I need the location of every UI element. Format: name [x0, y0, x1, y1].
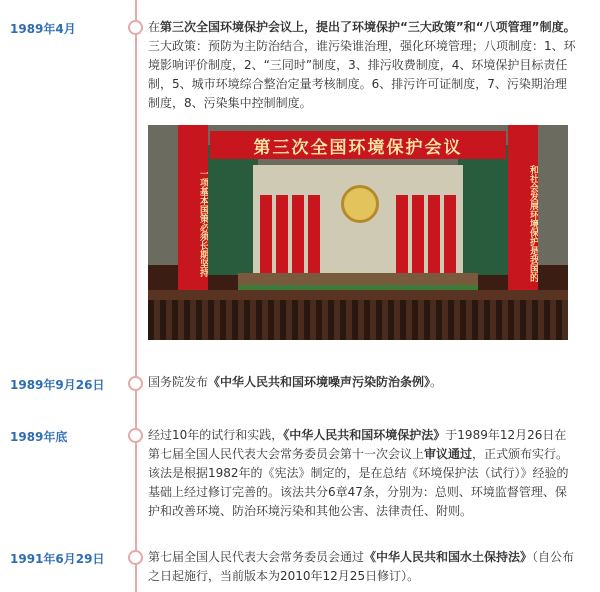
photo-banner-right: 和社会发展环境保护是我国的 [508, 125, 538, 315]
entry-date-1991-june: 1991年6月29日 [10, 552, 105, 566]
entry-text-1989-sep: 国务院发布《中华人民共和国环境噪声污染防治条例》。 [148, 375, 443, 389]
timeline-dot [128, 20, 143, 35]
entry-text-1989-end: 经过10年的试行和实践，《中华人民共和国环境保护法》于1989年12月26日在第七届全国人民代表大会常务委员会第十一次会议上审议通过，正式颁布实行。该法是根据1982年的《宪法》制定的，是在总结《环境保护法（试行）》经验的基础上经过修订完善的。该法共分6章47条，分别为：总则、环境监督管理、保护和改善环境、防治环境污染和其他公害、法律责任、附则。 [148, 428, 569, 518]
entry-date-1989-sep: 1989年9月26日 [10, 378, 105, 392]
entry-date-1989-april: 1989年4月 [10, 22, 76, 36]
timeline-dot [128, 428, 143, 443]
timeline-dot [128, 550, 143, 565]
photo-banner-left: 一项基本国策必须长期坚持 [178, 125, 208, 315]
timeline-dot [128, 376, 143, 391]
photo-banner-top: 第三次全国环境保护会议 [210, 131, 506, 159]
emblem-icon [341, 185, 379, 223]
conference-photo [148, 125, 568, 340]
entry-text-1991-june: 第七届全国人民代表大会常务委员会通过《中华人民共和国水土保持法》（自公布之日起施行，当前版本为2010年12月25日修订）。 [148, 550, 575, 583]
entry-date-1989-end: 1989年底 [10, 430, 68, 444]
timeline-line [135, 0, 137, 592]
entry-text-1989-april: 在第三次全国环境保护会议上，提出了环境保护“三大政策”和“八项管理”制度。三大政策：预防为主防治结合，谁污染谁治理，强化环境管理；八项制度：1、环境影响评价制度，2、“三同时”制度，3、排污收费制度，4、环境保护目标责任制，5、城市环境综合整治定量考核制度。6、排污许可证制度，7、污染期治理制度，8、污染集中控制制度。 [148, 20, 576, 110]
